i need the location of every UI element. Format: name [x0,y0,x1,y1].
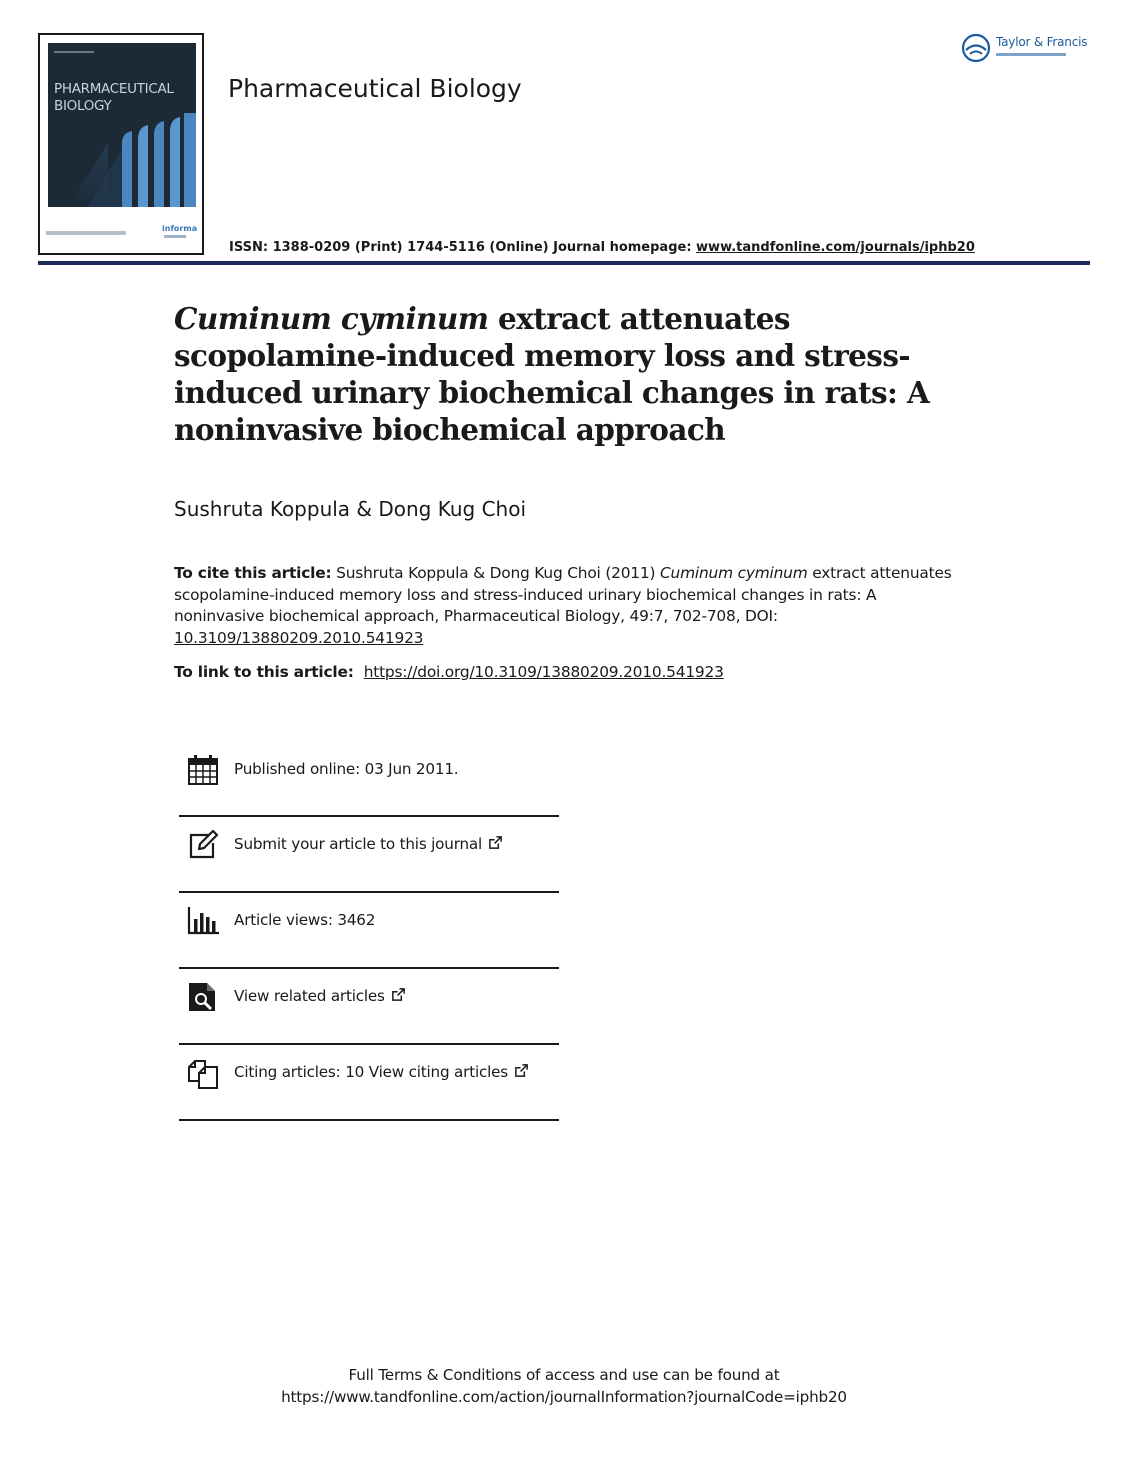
citation-species: Cuminum cyminum [660,564,808,582]
article-title [174,300,974,448]
citation-block [174,563,954,649]
cover-stripes-graphic [48,43,196,207]
cover-footer-text [46,231,126,235]
external-link-icon [514,1063,529,1078]
terms-footer-url[interactable]: https://www.tandfonline.com/action/journalInformation?journalCode=iphb20 [281,1388,847,1406]
submit-article-label: Submit your article to this journal [234,835,483,853]
terms-footer-line1: Full Terms & Conditions of access and use can be found at [348,1366,780,1384]
journal-cover-thumbnail [38,33,204,255]
bar-chart-icon [187,905,219,937]
meta-published [179,742,559,817]
external-link-icon [488,835,503,850]
cover-title-line1: PHARMACEUTICAL [54,81,174,97]
cover-artwork [48,43,196,207]
calendar-icon [187,754,219,786]
citation-text-before: Sushruta Koppula & Dong Kug Choi (2011) [331,564,660,582]
terms-footer [0,1364,1128,1408]
issn-text: ISSN: 1388-0209 (Print) 1744-5116 (Online) Journal homepage: [229,240,697,255]
citing-articles-label: Citing articles: 10 View citing articles [234,1063,508,1081]
document-search-icon [187,981,219,1013]
related-articles-label: View related articles [234,987,385,1005]
article-doi-url-link[interactable]: https://doi.org/10.3109/13880209.2010.541923 [363,663,724,681]
edit-icon [187,829,219,861]
article-title-rest: extract attenuates scopolamine-induced memory loss and stress-induced urinary biochemical changes in rats: A noninvasive biochemical approach [174,301,930,447]
meta-views [179,893,559,969]
cover-title-line2: BIOLOGY [54,98,112,114]
article-meta-list [179,742,559,1121]
meta-citing[interactable] [179,1045,559,1121]
journal-name[interactable]: Pharmaceutical Biology [228,74,522,103]
published-date: Published online: 03 Jun 2011. [234,760,459,778]
article-views: Article views: 3462 [234,911,376,929]
citation-label: To cite this article: [174,564,332,582]
header-divider [38,261,1090,265]
meta-submit[interactable] [179,817,559,893]
citation-doi-link[interactable]: 10.3109/13880209.2010.541923 [174,628,424,647]
article-authors: Sushruta Koppula & Dong Kug Choi [174,497,527,521]
cover-publisher-logo: informa [162,224,198,233]
publisher-logo-subtext [996,53,1066,56]
publisher-logo-text: Taylor & Francis [996,35,1088,49]
related-articles-link[interactable] [234,987,406,1005]
cover-publisher-sub [164,235,186,238]
citation-text-after: extract attenuates scopolamine-induced memory loss and stress-induced urinary biochemical changes in rats: A noninvasive biochemical approach, Pharmaceutical Biology, 49:7, 702-708, DOI: [174,564,952,625]
issn-line [229,240,975,255]
copy-documents-icon [187,1057,219,1089]
citing-articles-link[interactable] [234,1063,529,1081]
external-link-icon [391,987,406,1002]
article-link-label: To link to this article: [174,663,354,681]
submit-article-link[interactable] [234,835,503,853]
article-link-line [174,663,724,681]
meta-related[interactable] [179,969,559,1045]
journal-homepage-link[interactable]: www.tandfonline.com/journals/iphb20 [696,240,975,255]
article-title-species: Cuminum cyminum [174,301,489,336]
